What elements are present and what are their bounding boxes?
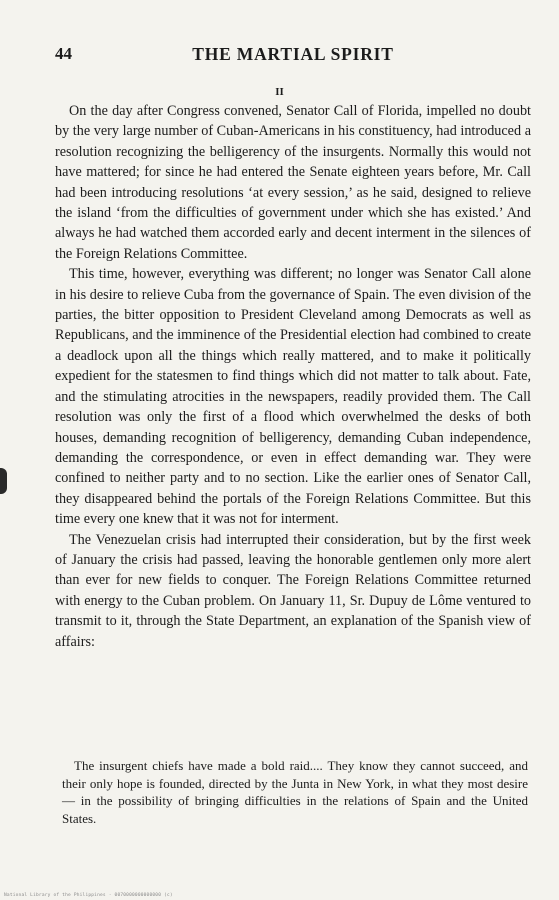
body-text <box>55 101 531 652</box>
running-title: THE MARTIAL SPIRIT <box>192 44 394 64</box>
paragraph: The Venezuelan crisis had interrupted their consideration, but by the first week of January the crisis had passed, leaving the honorable gentlemen only more alert than ever for new fields to conquer. The Foreign Relations Committee returned with energy to the Cuban problem. On January 11, Sr. Dupuy de Lôme ventured to transmit to it, through the State Department, an explanation of the Spanish view of affairs: <box>55 531 531 650</box>
paragraph: On the day after Congress convened, Senator Call of Florida, impelled no doubt by the very large number of Cuban-Americans in his constituency, had introduced a resolution recognizing the belligerency of the insurgents. Normally this would not have mattered; for since he had entered the Senate eighteen years before, Mr. Call had been introducing resolutions ‘at every session,’ as he said, designed to relieve the island ‘from the difficulties of government under which she has existed.’ And always he had watched them accorded early and decent interment in the silences of the Foreign Relations Committee. <box>55 103 531 262</box>
scan-binding-mark <box>0 468 7 494</box>
page-number: 44 <box>55 44 72 63</box>
library-stamp: National Library of the Philippines · 0070000000000000 (c) <box>4 893 173 898</box>
paragraph: This time, however, everything was different; no longer was Senator Call alone in his desire to relieve Cuba from the governance of Spain. The even division of the parties, the bitter opposition to President Cleveland among Democrats as well as Republicans, and the imminence of the Presidential election had combined to create a deadlock upon all the things which really mattered, and to make it politically expedient for the statesmen to find things which did not matter to talk about. Fate, and the stimulating atrocities in the newspapers, readily provided them. The Call resolution was only the first of a flood which overwhelmed the desks of both houses, demanding recognition of belligerency, demanding Cuban independence, demanding the correspondence, or even in effect demanding war. They were confined to neither party and to no section. Like the earlier ones of Senator Call, they disappeared behind the portals of the Foreign Relations Committee. But this time every one knew that it was not for interment. <box>55 266 531 528</box>
block-quote: The insurgent chiefs have made a bold raid.... They know they cannot succeed, and their only hope is founded, directed by the Junta in New York, in what they most desire — in the possibility of bringing difficulties in the relations of Spain and the United States. <box>62 758 528 826</box>
page-header <box>55 44 531 68</box>
section-number: II <box>275 86 284 98</box>
